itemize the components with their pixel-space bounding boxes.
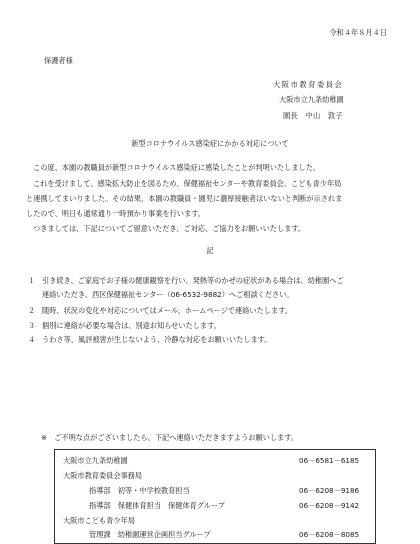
paragraph-line: この度、本園の教職員が新型コロナウイルス感染症に感染したことが判明いたしました。: [33, 163, 321, 172]
paragraph-line: と連携してまいりました。その結果、本園の教職員・園児に濃厚接触者はいないと判断が示されま: [26, 194, 343, 203]
item-number: ３: [28, 321, 36, 330]
item-text: 個別に連絡が必要な場合は、別途お知らせいたします。: [42, 321, 221, 330]
contact-box: [54, 449, 376, 544]
sender-principal: 園長 中山 敦子: [283, 111, 343, 120]
paragraph-line: これを受けまして、感染拡大防止を図るため、保健福祉センターや教育委員会、こども青少年局: [33, 179, 342, 188]
sender-org: 大阪市教育委員会: [273, 80, 344, 89]
contact-org: 大阪市立九条幼稚園: [63, 456, 128, 465]
contact-row: [55, 530, 375, 539]
contact-row: [55, 486, 375, 495]
contact-phone: 06－6208－9142: [299, 501, 360, 510]
item-number: １: [28, 276, 36, 285]
contact-org: 大阪市こども青少年局: [63, 516, 135, 525]
list-item: [28, 335, 271, 344]
contact-row: [55, 501, 375, 510]
list-item-continuation: [28, 290, 294, 299]
contact-dept: 指導部 初等・中学校教育担当: [89, 486, 190, 495]
recipient: 保護者様: [44, 56, 73, 65]
contact-phone: 06－6208－9186: [299, 486, 360, 495]
issue-date: 令和４年８月４日: [329, 28, 387, 37]
paragraph-line: したので、明日も通常通り一時預かり事業を行います。: [26, 209, 205, 218]
ki-heading: 記: [206, 246, 214, 255]
contact-note: ※ ご不明な点がございましたら、下記へ連絡いただきますようお願いします。: [41, 433, 299, 442]
contact-phone: 06－6208－8085: [299, 530, 360, 539]
contact-dept: 指導部 保健体育担当 保健体育グループ: [89, 501, 225, 510]
contact-org: 大阪市教育委員会事務局: [63, 471, 143, 480]
list-item: [28, 276, 344, 285]
sender-school: 大阪市立九条幼稚園: [279, 95, 344, 104]
list-item: [28, 306, 292, 315]
item-number: ４: [28, 335, 36, 344]
item-text: 連絡いただき、西区保健福祉センター（06-6532-9882）へご相談ください。: [42, 290, 294, 299]
list-item: [28, 321, 221, 330]
paragraph-line: つきましては、下記についてご留意いただき、ご対応、ご協力をお願いいたします。: [33, 224, 306, 233]
item-text: 引き続き、ご家庭でお子様の健康観察を行い、発熱等のかぜの症状がある場合は、幼稚園へご: [42, 276, 344, 285]
document-title: 新型コロナウイルス感染症にかかる対応について: [131, 139, 289, 148]
contact-row: [55, 471, 375, 480]
item-text: 随時、状況の変化や対応についてはメール、ホームページで連絡いたします。: [42, 306, 292, 315]
contact-row: [55, 456, 375, 465]
contact-dept: 管理課 幼稚園運営企画担当グループ: [89, 530, 211, 539]
item-text: うわさ等、風評被害が生じないよう、冷静な対応をお願いいたします。: [42, 335, 272, 344]
contact-row: [55, 516, 375, 525]
item-number: ２: [28, 306, 36, 315]
contact-phone: 06－6581－6185: [299, 456, 360, 465]
